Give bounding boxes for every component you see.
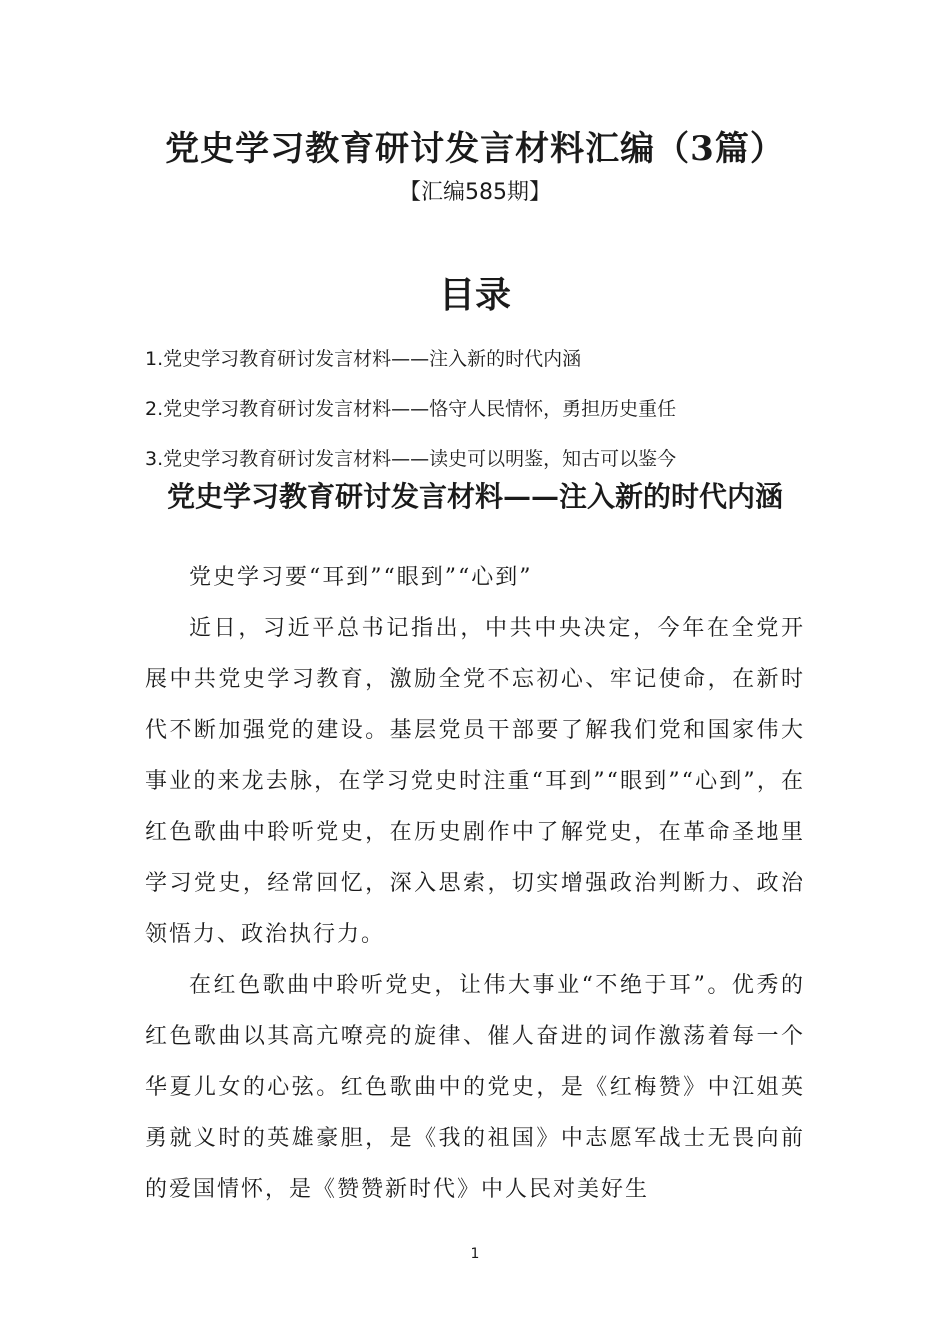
toc-heading: 目录 <box>438 275 511 316</box>
paragraph: 近日，习近平总书记指出，中共中央决定，今年在全党开展中共党史学习教育，激励全党不忘初心、牢记使命，在新时代不断加强党的建设。基层党员干部要了解我们党和国家伟大事业的来龙去脉，在学习党史时注重“耳到”“眼到”“心到”，在红色歌曲中聆听党史，在历史剧作中了解党史，在革命圣地里学习党史，经常回忆，深入思索，切实增强政治判断力、政治领悟力、政治执行力。 <box>145 616 805 947</box>
section-body <box>145 552 805 1215</box>
paragraph: 在红色歌曲中聆听党史，让伟大事业“不绝于耳”。优秀的红色歌曲以其高亢嘹亮的旋律、催人奋进的词作激荡着每一个华夏儿女的心弦。红色歌曲中的党史，是《红梅赞》中江姐英勇就义时的英雄豪胆，是《我的祖国》中志愿军战士无畏向前的爱国情怀，是《赞赞新时代》中人民对美好生 <box>145 973 805 1202</box>
table-of-contents <box>145 334 845 484</box>
document-title: 党史学习教育研讨发言材料汇编（3篇） <box>165 129 785 169</box>
toc-item-2: 2.党史学习教育研讨发言材料——恪守人民情怀，勇担历史重任 <box>145 398 677 420</box>
toc-item-3: 3.党史学习教育研讨发言材料——读史可以明鉴，知古可以鉴今 <box>145 448 677 470</box>
toc-item-1: 1.党史学习教育研讨发言材料——注入新的时代内涵 <box>145 348 582 370</box>
paragraph-subheading: 党史学习要“耳到”“眼到”“心到” <box>189 565 533 590</box>
issue-number: 【汇编585期】 <box>399 180 551 205</box>
page-number: 1 <box>470 1246 480 1262</box>
section-title: 党史学习教育研讨发言材料——注入新的时代内涵 <box>166 480 783 513</box>
